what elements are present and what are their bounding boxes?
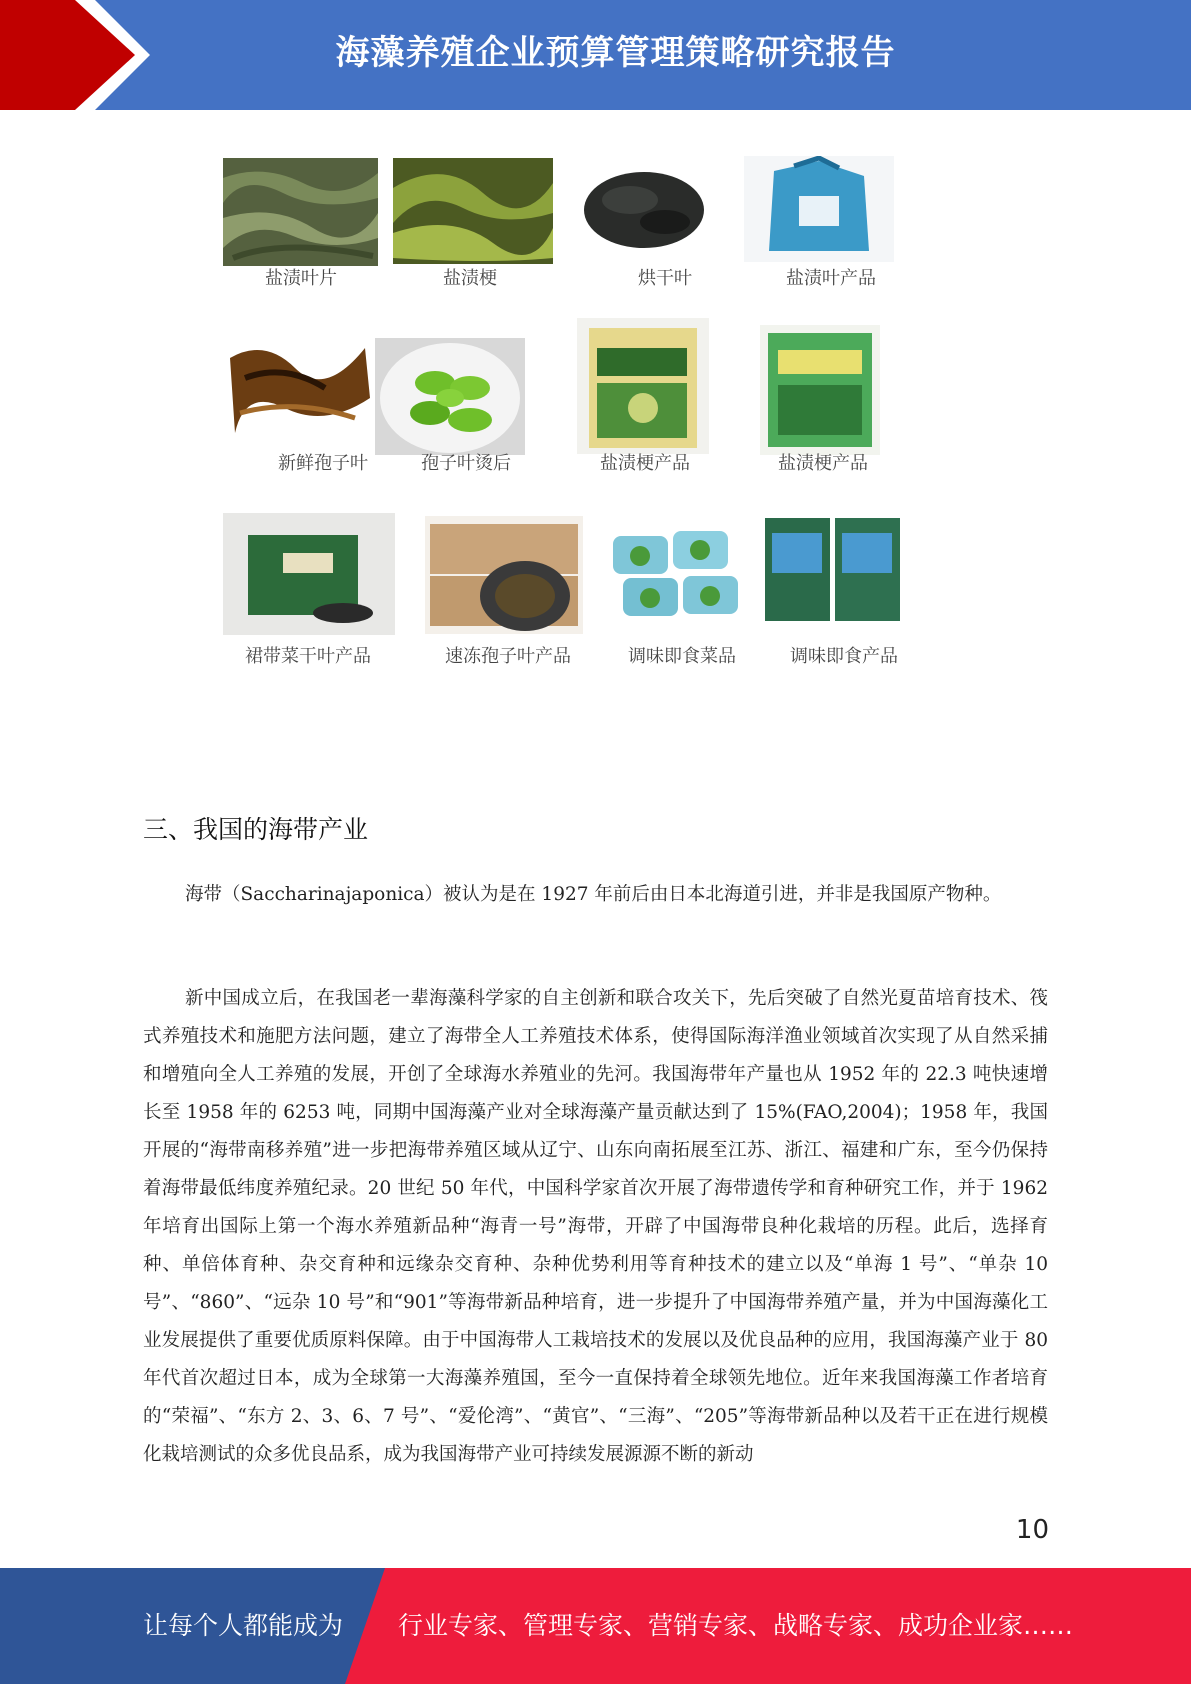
photo-dried-leaf	[580, 160, 708, 260]
photo-caption: 盐渍叶片	[265, 268, 337, 289]
footer-slogan-right: 行业专家、管理专家、营销专家、战略专家、成功企业家……	[398, 1611, 1074, 1640]
photo-fresh-sporophyll	[225, 338, 375, 455]
photo-salted-stem-product-1	[577, 318, 709, 454]
photo-caption: 新鲜孢子叶	[278, 453, 368, 474]
photo-salted-stem	[393, 158, 553, 264]
photo-caption: 调味即食产品	[790, 646, 898, 667]
photo-seasoned-instant-product	[760, 513, 905, 626]
photo-seasoned-instant-dish	[603, 516, 748, 630]
report-title: 海藻养殖企业预算管理策略研究报告	[335, 33, 896, 73]
photo-caption: 速冻孢子叶产品	[445, 646, 571, 667]
photo-salted-stem-product-2	[760, 325, 880, 455]
product-photo-grid	[210, 150, 920, 695]
photo-caption: 盐渍叶产品	[786, 268, 876, 289]
body-paragraph: 新中国成立后，在我国老一辈海藻科学家的自主创新和联合攻关下，先后突破了自然光夏苗培育技术、筏式养殖技术和施肥方法问题，建立了海带全人工养殖技术体系，使得国际海洋渔业领域首次实现了从自然采捕和增殖向全人工养殖的发展，开创了全球海水养殖业的先河。我国海带年产量也从 1952 年的 22.3 吨快速增长至 1958 年的 6253 吨，同期中国海藻产业对全球海藻产量贡献达到了 15%(FAO,2004)；1958 年，我国开展的“海带南移养殖”进一步把海带养殖区域从辽宁、山东向南拓展至江苏、浙江、福建和广东，至今仍保持着海带最低纬度养殖纪录。20 世纪 50 年代，中国科学家首次开展了海带遗传学和育种研究工作，并于 1962 年培育出国际上第一个海水养殖新品种“海青一号”海带，开辟了中国海带良种化栽培的历程。此后，选择育种、单倍体育种、杂交育种和远缘杂交育种、杂种优势利用等育种技术的建立以及“单海 1 号”、“单杂 10 号”、“860”、“远杂 10 号”和“901”等海带新品种培育，进一步提升了中国海带养殖产量，并为中国海藻化工业发展提供了重要优质原料保障。由于中国海带人工栽培技术的发展以及优良品种的应用，我国海藻产业于 80 年代首次超过日本，成为全球第一大海藻养殖国，至今一直保持着全球领先地位。近年来我国海藻工作者培育的“荣福”、“东方 2、3、6、7 号”、“爱伦湾”、“黄官”、“三海”、“205”等海带新品种以及若干正在进行规模化栽培测试的众多优良品系，成为我国海带产业可持续发展源源不断的新动	[143, 988, 1048, 1465]
photo-frozen-sporophyll-product	[425, 516, 583, 634]
photo-caption: 调味即食菜品	[628, 646, 736, 667]
body-paragraph: 海带（Saccharinajaponica）被认为是在 1927 年前后由日本北海道引进，并非是我国原产物种。	[185, 884, 1002, 905]
photo-salted-leaf	[223, 158, 378, 266]
section-heading: 三、我国的海带产业	[143, 815, 369, 844]
photo-dried-wakame-product	[223, 513, 395, 635]
photo-caption: 盐渍梗产品	[600, 453, 690, 474]
photo-caption: 裙带菜干叶产品	[245, 646, 371, 667]
page-footer	[0, 1568, 1191, 1684]
photo-caption: 盐渍梗产品	[778, 453, 868, 474]
photo-blanched-sporophyll	[375, 338, 525, 455]
page-header	[0, 0, 1191, 110]
page-number: 10	[1015, 1515, 1049, 1545]
photo-caption: 孢子叶烫后	[421, 453, 511, 474]
photo-caption: 烘干叶	[638, 268, 692, 289]
photo-salted-leaf-product	[744, 156, 894, 262]
footer-slogan-left: 让每个人都能成为	[143, 1611, 344, 1640]
photo-caption: 盐渍梗	[443, 268, 497, 289]
